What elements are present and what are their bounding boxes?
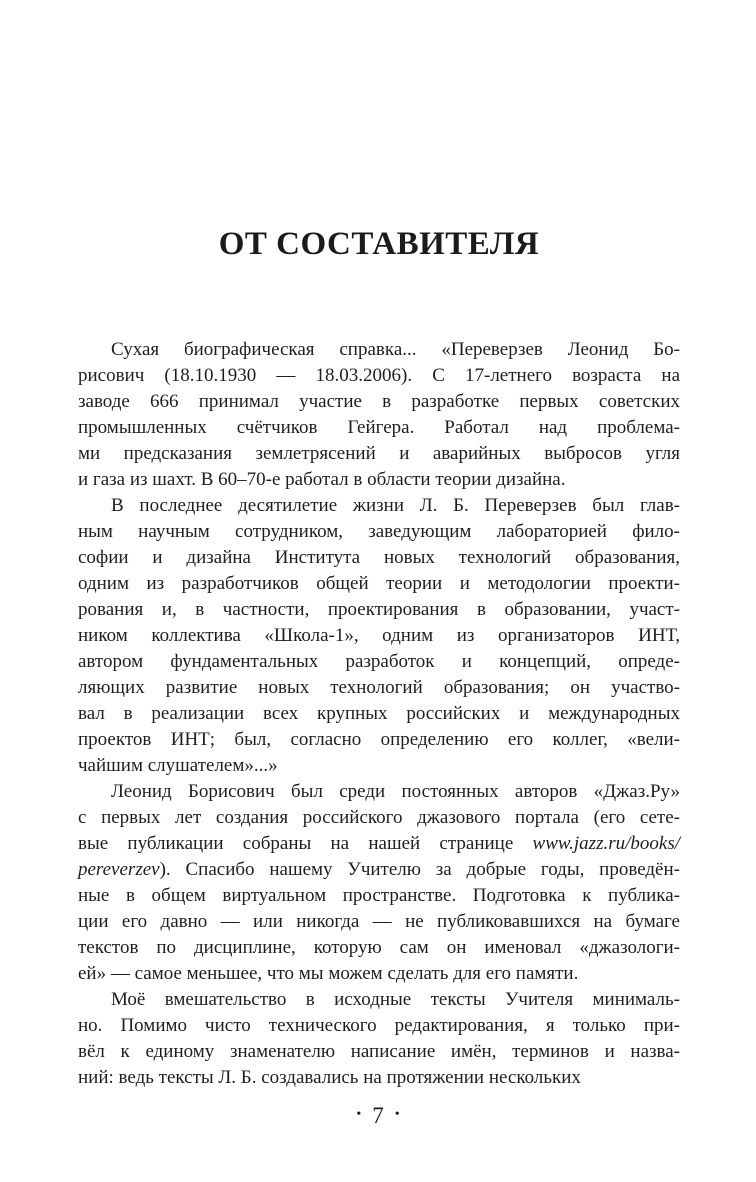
text-run: ные в общем виртуальном пространстве. Подготовка к публика- (78, 885, 680, 906)
text-run: В последнее десятилетие жизни Л. Б. Переверзев был глав- (111, 495, 680, 516)
text-run: ми предсказания землетрясений и аварийных выбросов угля (78, 443, 680, 464)
text-run: промышленных счётчиков Гейгера. Работал над проблема- (78, 417, 680, 438)
footer-right-dot: • (394, 1107, 400, 1122)
page-number: 7 (372, 1103, 384, 1128)
text-line (78, 441, 680, 467)
text-line (78, 987, 680, 1013)
text-line (78, 909, 680, 935)
text-line (78, 519, 680, 545)
text-line (78, 727, 680, 753)
text-run: ний: ведь тексты Л. Б. создавались на протяжении нескольких (78, 1067, 581, 1088)
footer-left-dot: • (356, 1107, 362, 1122)
text-block (78, 337, 680, 1091)
page-footer (0, 1103, 756, 1129)
text-line (78, 779, 680, 805)
text-line (78, 1013, 680, 1039)
text-run: ляющих развитие новых технологий образования; он участво- (78, 677, 680, 698)
italic-run: pereverzev (78, 859, 160, 880)
text-run: проектов ИНТ; был, согласно определению его коллег, «вели- (78, 729, 680, 750)
text-run: но. Помимо чисто технического редактирования, я только при- (78, 1015, 680, 1036)
text-line (78, 467, 680, 493)
text-line (78, 831, 680, 857)
text-run: текстов по дисциплине, которую сам он именовал «джазологи- (78, 937, 680, 958)
text-line (78, 571, 680, 597)
text-line (78, 857, 680, 883)
text-line (78, 649, 680, 675)
text-line (78, 363, 680, 389)
text-run: ). Спасибо нашему Учителю за добрые годы, проведён- (159, 859, 680, 880)
text-line (78, 597, 680, 623)
text-line (78, 935, 680, 961)
text-line (78, 961, 680, 987)
text-run: Леонид Борисович был среди постоянных авторов «Джаз.Ру» (111, 781, 680, 802)
text-run: и газа из шахт. В 60–70-е работал в области теории дизайна. (78, 469, 566, 490)
text-run: с первых лет создания российского джазового портала (его сете- (78, 807, 680, 828)
text-line (78, 701, 680, 727)
text-line (78, 415, 680, 441)
text-line (78, 1039, 680, 1065)
text-run: вал в реализации всех крупных российских и международных (78, 703, 680, 724)
chapter-title: ОТ СОСТАВИТЕЛЯ (218, 226, 540, 262)
text-run: ным научным сотрудником, заведующим лабораторией фило- (78, 521, 680, 542)
text-line (78, 493, 680, 519)
text-run: заводе 666 принимал участие в разработке первых советских (78, 391, 680, 412)
text-run: ей» — самое меньшее, что мы можем сделать для его памяти. (78, 963, 579, 984)
text-line (78, 623, 680, 649)
text-line (78, 883, 680, 909)
text-run: рисович (18.10.1930 — 18.03.2006). С 17-летнего возраста на (78, 365, 680, 386)
text-line (78, 805, 680, 831)
text-run: одним из разработчиков общей теории и методологии проекти- (78, 573, 680, 594)
italic-run: www.jazz.ru/books/ (532, 833, 680, 854)
text-run: вые публикации собраны на нашей странице (78, 833, 533, 854)
text-run: чайшим слушателем»...» (78, 755, 278, 776)
text-run: Моё вмешательство в исходные тексты Учителя минималь- (111, 989, 680, 1010)
text-run: автором фундаментальных разработок и концепций, опреде- (78, 651, 680, 672)
text-run: вёл к единому знаменателю написание имён, терминов и назва- (78, 1041, 680, 1062)
text-line (78, 337, 680, 363)
text-line (78, 389, 680, 415)
text-line (78, 1065, 680, 1091)
text-line (78, 545, 680, 571)
text-run: Сухая биографическая справка... «Переверзев Леонид Бо- (111, 339, 680, 360)
text-run: рования и, в частности, проектирования в образовании, участ- (78, 599, 680, 620)
text-line (78, 675, 680, 701)
text-run: софии и дизайна Института новых технологий образования, (78, 547, 680, 568)
text-run: ником коллектива «Школа-1», одним из организаторов ИНТ, (78, 625, 680, 646)
text-run: ции его давно — или никогда — не публиковавшихся на бумаге (78, 911, 680, 932)
text-line (78, 753, 680, 779)
